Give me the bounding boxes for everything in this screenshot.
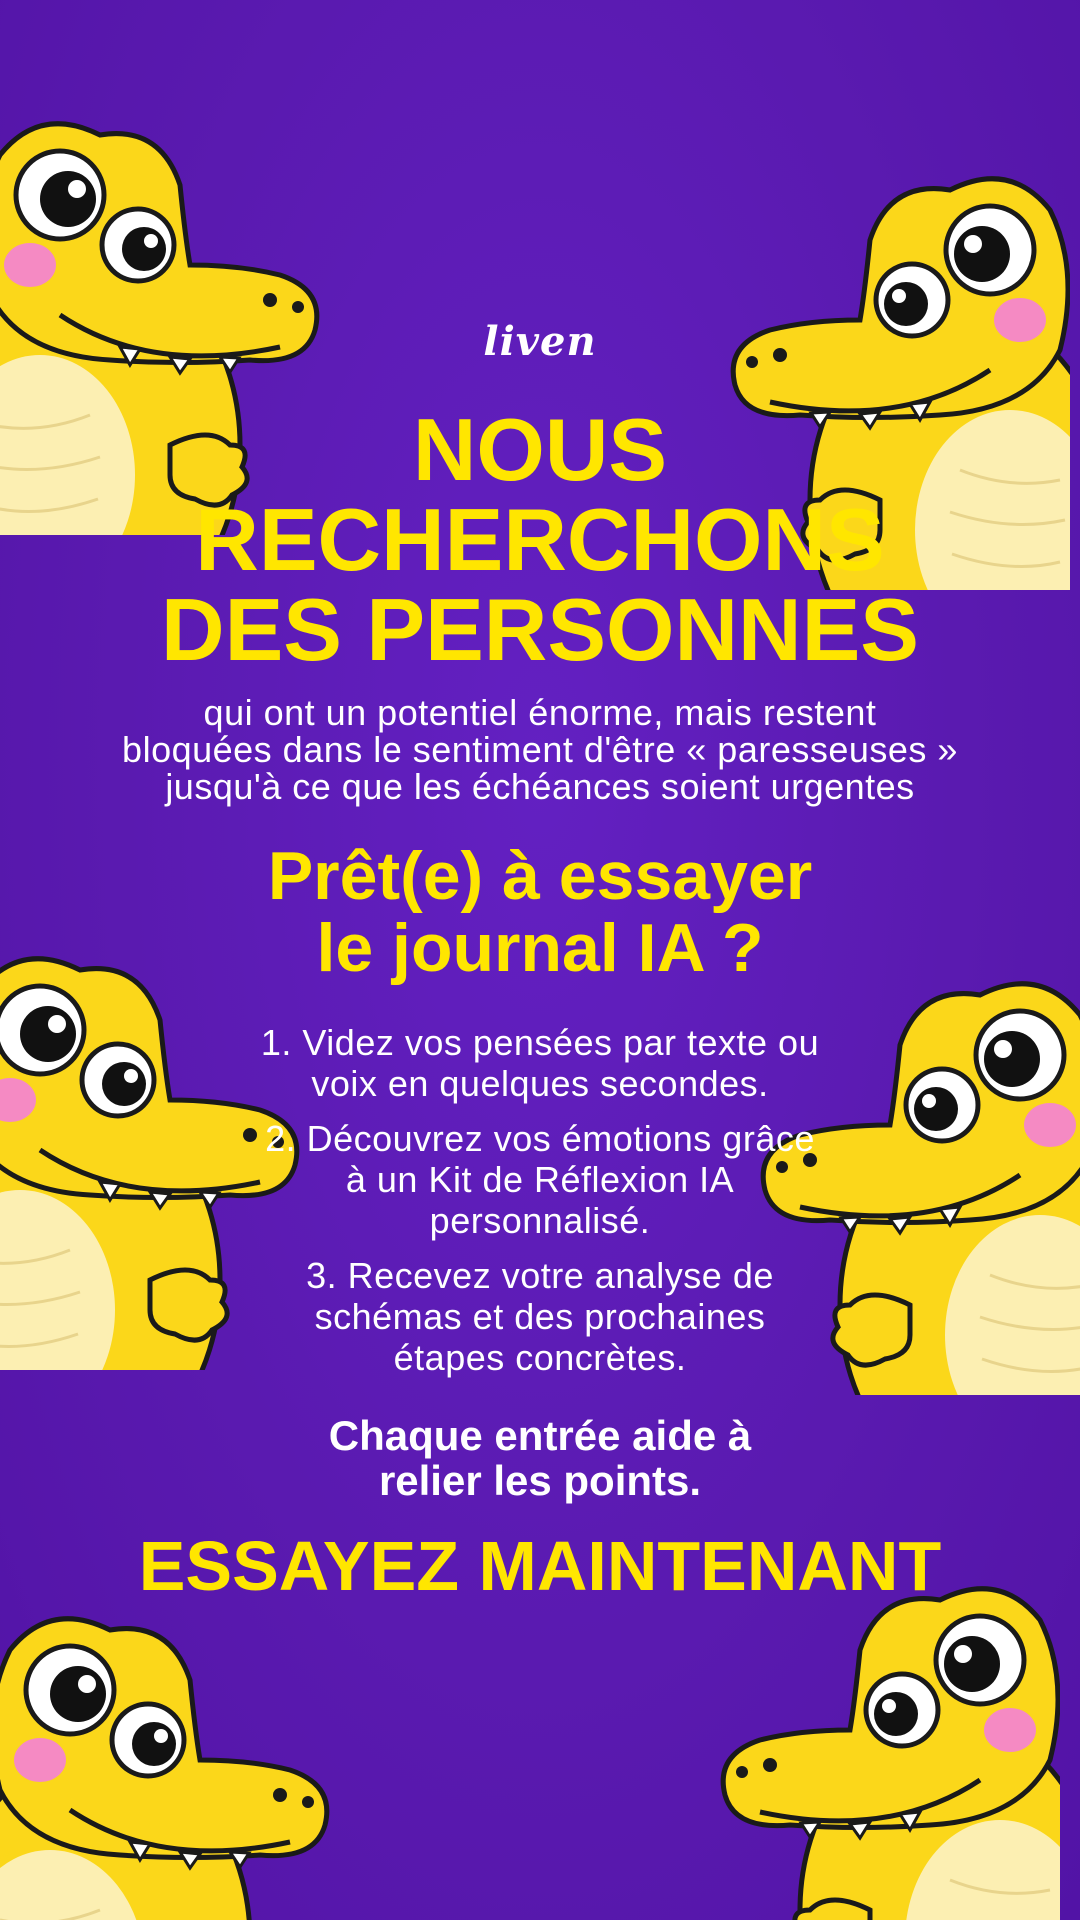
step-item-3 xyxy=(160,1255,920,1378)
cta-try-now[interactable]: ESSAYEZ MAINTENANT xyxy=(138,1527,942,1605)
liven-logo: liven xyxy=(483,318,597,365)
step-2-line-1: 2. Découvrez vos émotions grâce xyxy=(265,1118,815,1159)
tagline xyxy=(0,1413,1080,1503)
question-line-1: Prêt(e) à essayer xyxy=(267,838,813,914)
tagline-line-2: relier les points. xyxy=(378,1457,702,1504)
subtitle-line-3: jusqu'à ce que les échéances soient urgentes xyxy=(165,766,915,807)
tagline-line-1: Chaque entrée aide à xyxy=(328,1412,752,1459)
subtitle-line-1: qui ont un potentiel énorme, mais restent xyxy=(203,692,877,733)
headline-line-1: NOUS xyxy=(412,400,668,499)
subtitle xyxy=(60,694,1020,805)
headline xyxy=(0,400,1080,679)
step-item-1 xyxy=(160,1022,920,1104)
step-3-line-1: 3. Recevez votre analyse de xyxy=(306,1255,774,1296)
headline-line-3: DES PERSONNES xyxy=(161,580,919,679)
steps-list xyxy=(160,1022,920,1392)
step-item-2 xyxy=(160,1118,920,1241)
question-heading xyxy=(0,840,1080,984)
subtitle-line-2: bloquées dans le sentiment d'être « paresseuses » xyxy=(122,729,958,770)
question-line-2: le journal IA ? xyxy=(316,910,764,986)
step-3-line-3: étapes concrètes. xyxy=(393,1337,687,1378)
step-1-line-2: voix en quelques secondes. xyxy=(311,1063,769,1104)
step-2-line-2: à un Kit de Réflexion IA xyxy=(345,1159,735,1200)
headline-line-2: RECHERCHONS xyxy=(195,490,885,589)
step-3-line-2: schémas et des prochaines xyxy=(314,1296,766,1337)
step-1-line-1: 1. Videz vos pensées par texte ou xyxy=(260,1022,820,1063)
step-2-line-3: personnalisé. xyxy=(429,1200,651,1241)
